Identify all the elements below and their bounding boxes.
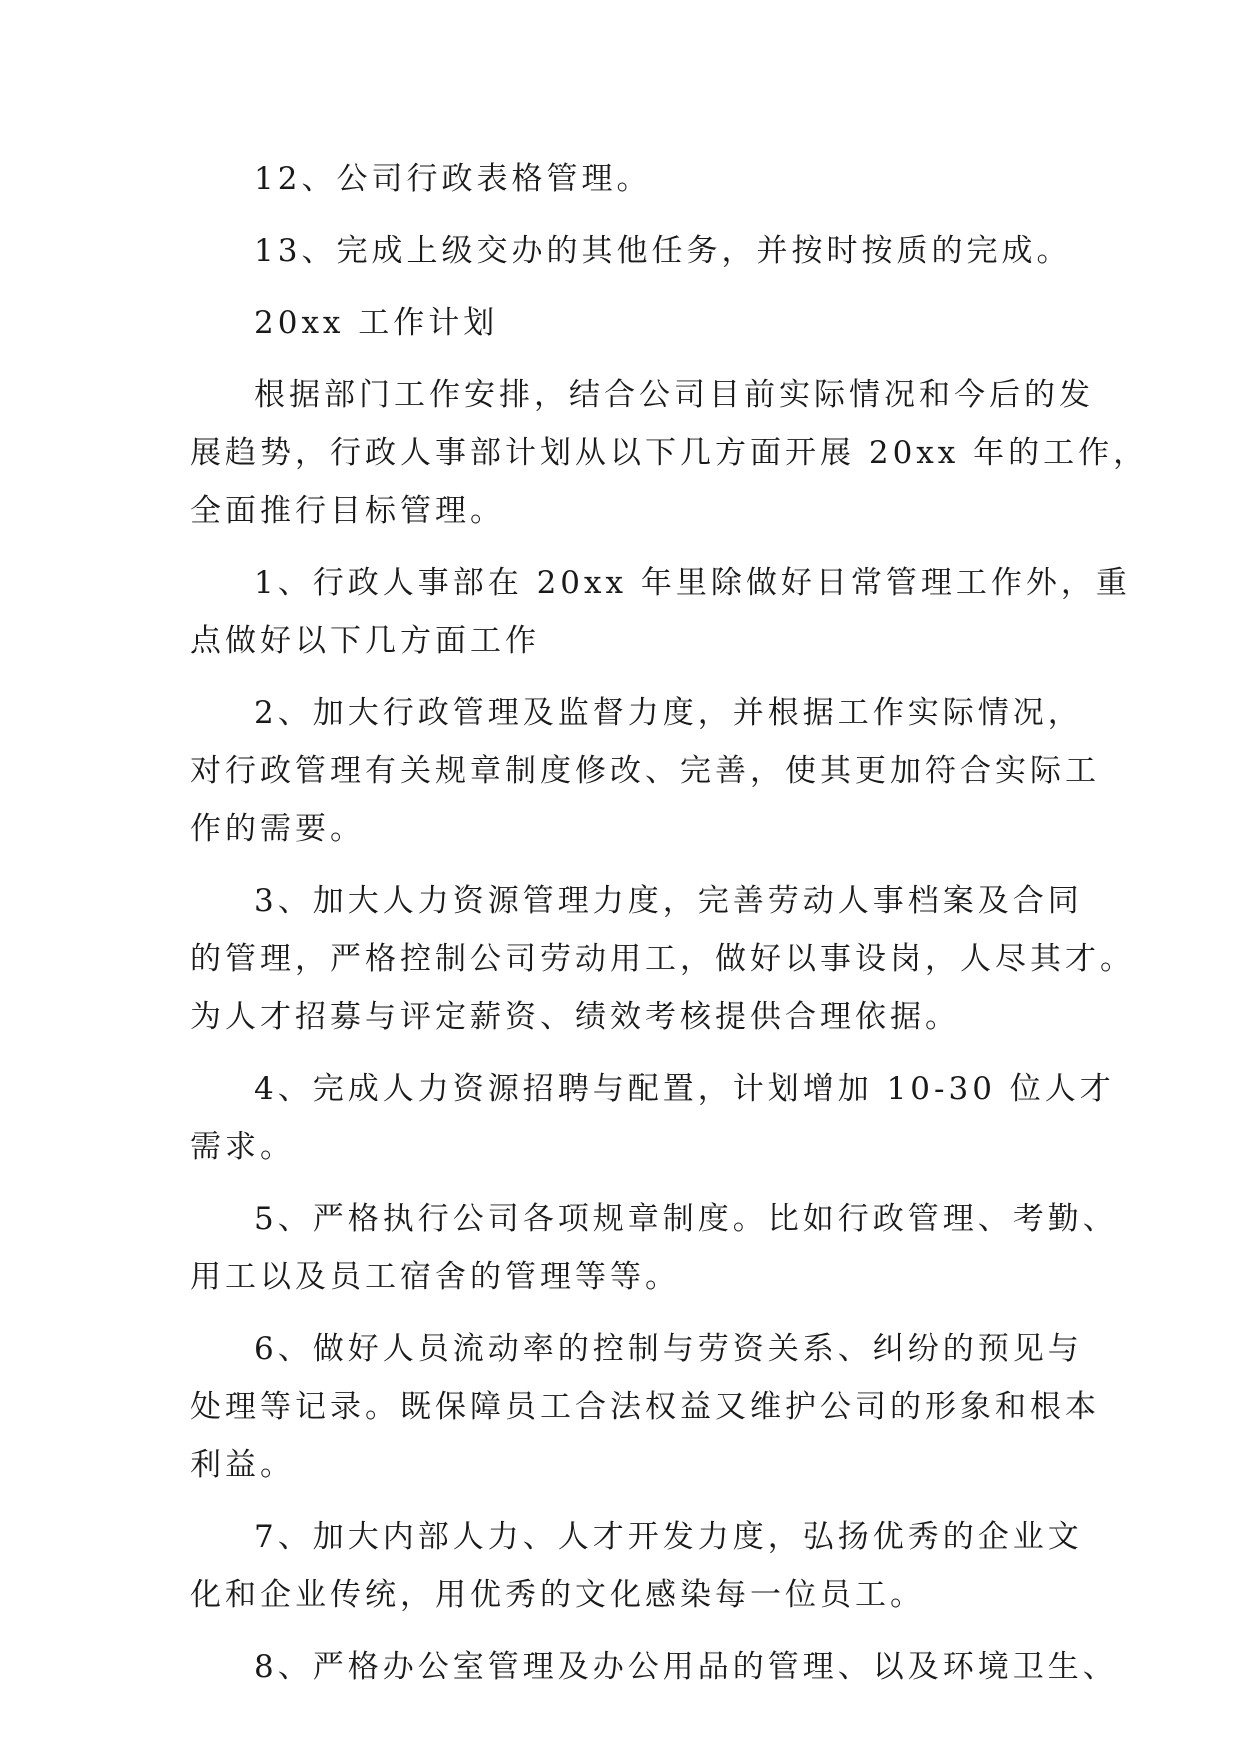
paragraph-line: 点做好以下几方面工作	[190, 623, 540, 659]
paragraph-line: 根据部门工作安排，结合公司目前实际情况和今后的发	[254, 377, 1094, 413]
paragraph-item-6	[190, 1320, 1100, 1494]
paragraph-line: 5、严格执行公司各项规章制度。比如行政管理、考勤、	[254, 1201, 1118, 1237]
paragraph-item-8	[190, 1638, 1118, 1696]
paragraph-line: 1、行政人事部在 20xx 年里除做好日常管理工作外，重	[254, 565, 1131, 601]
paragraph-line: 8、严格办公室管理及办公用品的管理、以及环境卫生、	[254, 1649, 1118, 1685]
paragraph-line: 处理等记录。既保障员工合法权益又维护公司的形象和根本	[190, 1389, 1100, 1425]
paragraph-line: 6、做好人员流动率的控制与劳资关系、纠纷的预见与	[254, 1331, 1083, 1367]
paragraph-line: 化和企业传统，用优秀的文化感染每一位员工。	[190, 1577, 925, 1613]
paragraph-line: 为人才招募与评定薪资、绩效考核提供合理依据。	[190, 999, 960, 1035]
document-page	[190, 150, 1149, 1696]
paragraph-line: 4、完成人力资源招聘与配置，计划增加 10-30 位人才	[254, 1071, 1115, 1107]
paragraph-line: 对行政管理有关规章制度修改、完善，使其更加符合实际工	[190, 753, 1100, 789]
paragraph-line: 12、公司行政表格管理。	[254, 161, 652, 197]
paragraph-item-1	[190, 554, 1131, 670]
paragraph-item-7	[190, 1508, 1083, 1624]
paragraph-intro	[190, 366, 1149, 540]
paragraph-line: 用工以及员工宿舍的管理等等。	[190, 1259, 680, 1295]
section-heading	[190, 294, 1070, 352]
paragraph-line: 13、完成上级交办的其他任务，并按时按质的完成。	[254, 233, 1072, 269]
paragraph-line: 3、加大人力资源管理力度，完善劳动人事档案及合同	[254, 883, 1083, 919]
paragraph-line: 2、加大行政管理及监督力度，并根据工作实际情况，	[254, 695, 1083, 731]
paragraph-item-5	[190, 1190, 1118, 1306]
paragraph-13	[190, 222, 1070, 280]
paragraph-line: 利益。	[190, 1447, 295, 1483]
paragraph-line: 展趋势，行政人事部计划从以下几方面开展 20xx 年的工作，	[190, 435, 1149, 471]
paragraph-item-4	[190, 1060, 1115, 1176]
paragraph-line: 需求。	[190, 1129, 295, 1165]
paragraph-line: 的管理，严格控制公司劳动用工，做好以事设岗，人尽其才。	[190, 941, 1135, 977]
paragraph-line: 作的需要。	[190, 811, 365, 847]
paragraph-12	[190, 150, 1070, 208]
paragraph-item-2	[190, 684, 1100, 858]
paragraph-line: 全面推行目标管理。	[190, 493, 505, 529]
section-heading-text: 20xx 工作计划	[254, 305, 499, 341]
paragraph-line: 7、加大内部人力、人才开发力度，弘扬优秀的企业文	[254, 1519, 1083, 1555]
paragraph-item-3	[190, 872, 1135, 1046]
